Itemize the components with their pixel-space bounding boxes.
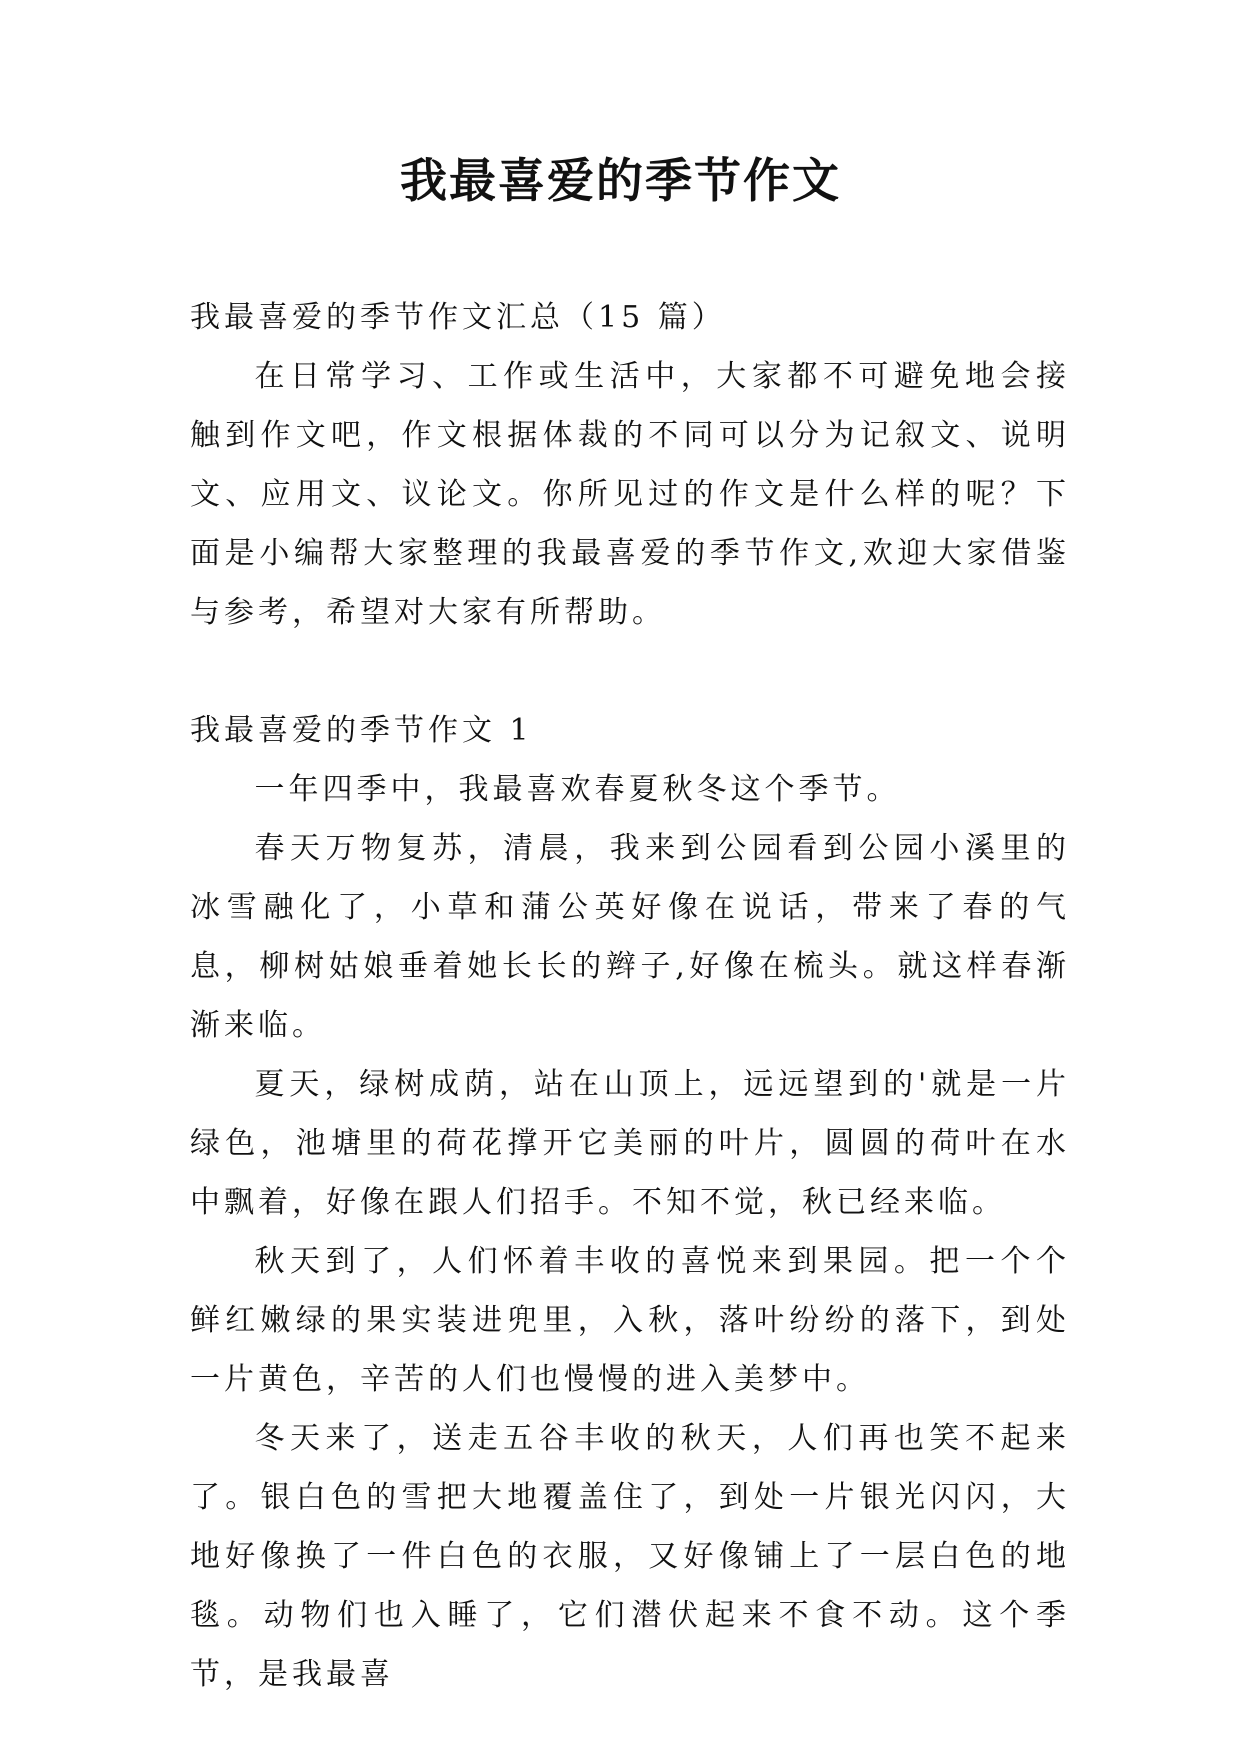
essay-paragraph-4: 秋天到了，人们怀着丰收的喜悦来到果园。把一个个鲜红嫩绿的果实装进兜里，入秋，落叶纷纷的落下，到处一片黄色，辛苦的人们也慢慢的进入美梦中。	[190, 1244, 1070, 1397]
essay-paragraph-2: 春天万物复苏，清晨，我来到公园看到公园小溪里的冰雪融化了，小草和蒲公英好像在说话，带来了春的气息，柳树姑娘垂着她长长的辫子,好像在梳头。就这样春渐渐来临。	[190, 831, 1070, 1043]
collection-heading: 我最喜爱的季节作文汇总（15 篇）	[190, 300, 726, 335]
document-title: 我最喜爱的季节作文	[400, 154, 841, 209]
essay-paragraph-3: 夏天，绿树成荫，站在山顶上，远远望到的'就是一片绿色，池塘里的荷花撑开它美丽的叶片，圆圆的荷叶在水中飘着，好像在跟人们招手。不知不觉，秋已经来临。	[190, 1067, 1070, 1220]
essay-paragraph-5: 冬天来了，送走五谷丰收的秋天，人们再也笑不起来了。银白色的雪把大地覆盖住了，到处一片银光闪闪，大地好像换了一件白色的衣服，又好像铺上了一层白色的地毯。动物们也入睡了，它们潜伏起来不食不动。这个季节，是我最喜	[190, 1421, 1070, 1692]
section-spacer	[190, 642, 1070, 701]
essay-heading: 我最喜爱的季节作文 1	[190, 713, 533, 748]
essay-paragraph-1: 一年四季中，我最喜欢春夏秋冬这个季节。	[254, 772, 901, 807]
intro-paragraph: 在日常学习、工作或生活中，大家都不可避免地会接触到作文吧，作文根据体裁的不同可以分为记叙文、说明文、应用文、议论文。你所见过的作文是什么样的呢？下面是小编帮大家整理的我最喜爱的季节作文,欢迎大家借鉴与参考，希望对大家有所帮助。	[190, 359, 1070, 630]
document-body	[190, 288, 1070, 1704]
